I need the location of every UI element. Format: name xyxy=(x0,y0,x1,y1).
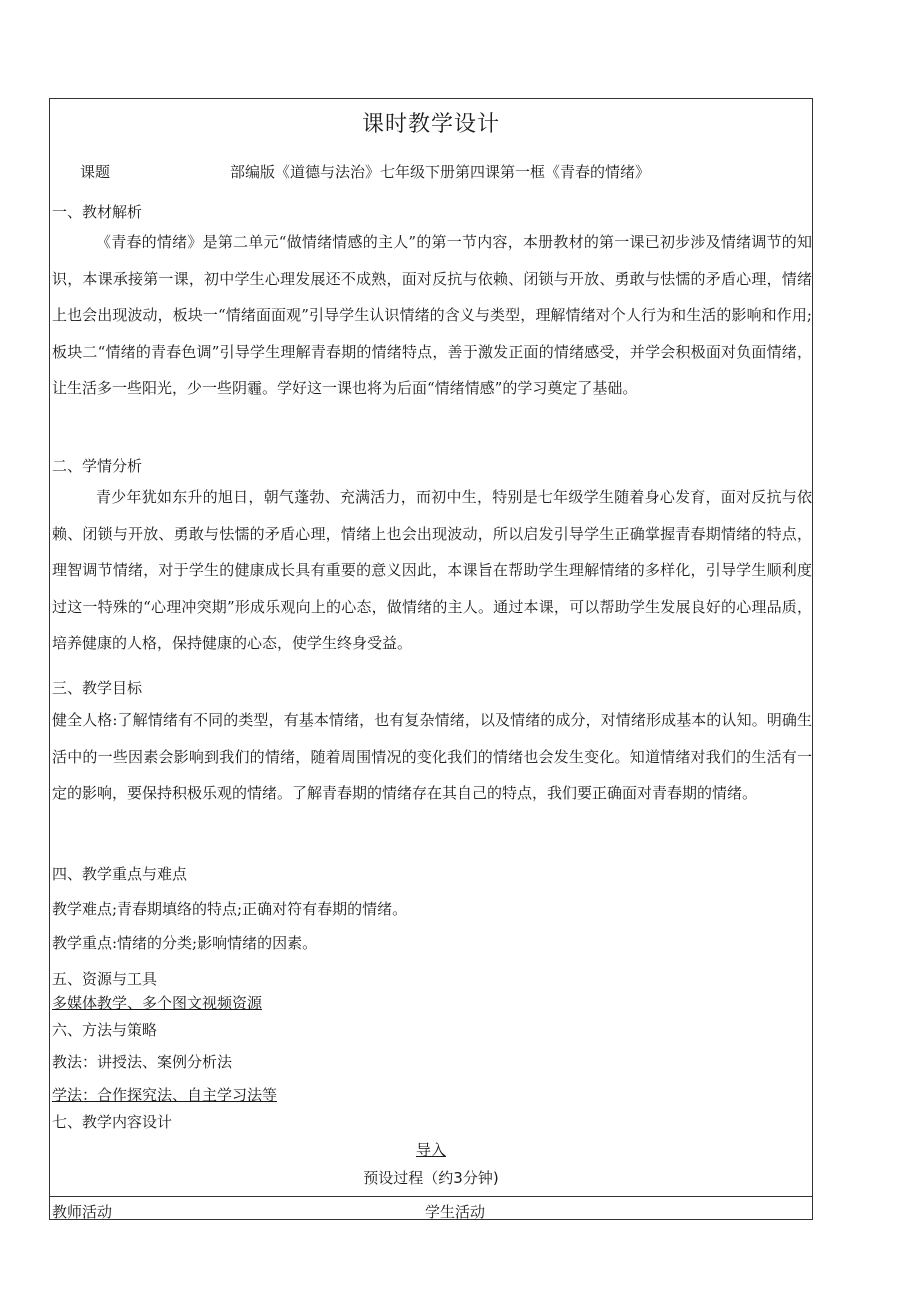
section-heading-objectives: 三、教学目标 xyxy=(52,679,143,697)
section-heading-key-points: 四、教学重点与难点 xyxy=(52,865,188,883)
section-heading-resources: 五、资源与工具 xyxy=(52,970,158,988)
material-analysis-text: 《青春的情绪》是第二单元“做情绪情感的主人”的第一节内容，本册教材的第一课已初步涉及情绪调节的知识，本课承接第一课，初中学生心理发展还不成熟，面对反抗与依赖、闭锁与开放、勇敢与怯懦的矛盾心理，情绪上也会出现波动，板块一“情绪面面观”引导学生认识情绪的含义与类型，理解情绪对个人行为和生活的影响和作用;板块二“情绪的青春色调”引导学生理解青春期的情绪特点，善于激发正面的情绪感受，并学会积极面对负面情绪，让生活多一些阳光，少一些阴霾。学好这一课也将为后面“情绪情感”的学习奠定了基础。 xyxy=(52,233,812,397)
section-heading-material: 一、教材解析 xyxy=(52,203,143,221)
section-heading-methods: 六、方法与策略 xyxy=(52,1021,158,1039)
intro-heading: 导入 xyxy=(415,1141,446,1159)
objectives-text: 健全人格:了解情绪有不同的类型，有基本情绪，也有复杂情绪，以及情绪的成分，对情绪形成基本的认知。明确生活中的一些因素会影响到我们的情绪，随着周围情况的变化我们的情绪也会发生变化。知道情绪对我们的生活有一定的影响，要保持积极乐观的情绪。了解青春期的情绪存在其自己的特点，我们要正确面对青春期的情绪。 xyxy=(52,711,812,802)
lesson-design-table xyxy=(49,98,813,1220)
preset-process: 预设过程（约3分钟) xyxy=(363,1169,499,1187)
page-title: 课时教学设计 xyxy=(361,112,500,137)
section-heading-students: 二、学情分析 xyxy=(52,457,143,475)
table-divider xyxy=(50,1196,812,1197)
resources-text: 多媒体教学、多个图文视频资源 xyxy=(52,994,263,1012)
difficulty-text: 教学难点;青春期填络的特点;正确对符有春期的情绪。 xyxy=(52,900,408,918)
topic-value: 部编版《道德与法治》七年级下册第四课第一框《青春的情绪》 xyxy=(230,163,651,181)
teacher-activity-header: 教师活动 xyxy=(52,1203,113,1221)
learning-method-text: 学法：合作探究法、自主学习法等 xyxy=(52,1086,278,1104)
section-heading-content-design: 七、教学内容设计 xyxy=(52,1113,173,1131)
student-activity-header: 学生活动 xyxy=(425,1203,486,1221)
topic-label: 课题 xyxy=(80,163,111,181)
student-analysis-text: 青少年犹如东升的旭日，朝气蓬勃、充满活力，而初中生，特别是七年级学生随着身心发育，面对反抗与依赖、闭锁与开放、勇敢与怯懦的矛盾心理，情绪上也会出现波动，所以启发引导学生正确掌握青春期情绪的特点，理智调节情绪，对于学生的健康成长具有重要的意义因此，本课旨在帮助学生理解情绪的多样化，引导学生顺利度过这一特殊的“心理冲突期”形成乐观向上的心态，做情绪的主人。通过本课，可以帮助学生发展良好的心理品质，培养健康的人格，保持健康的心态，使学生终身受益。 xyxy=(52,488,812,652)
teaching-method-text: 教法：讲授法、案例分析法 xyxy=(52,1053,233,1071)
key-points-text: 教学重点:情绪的分类;影响情绪的因素。 xyxy=(52,934,318,952)
